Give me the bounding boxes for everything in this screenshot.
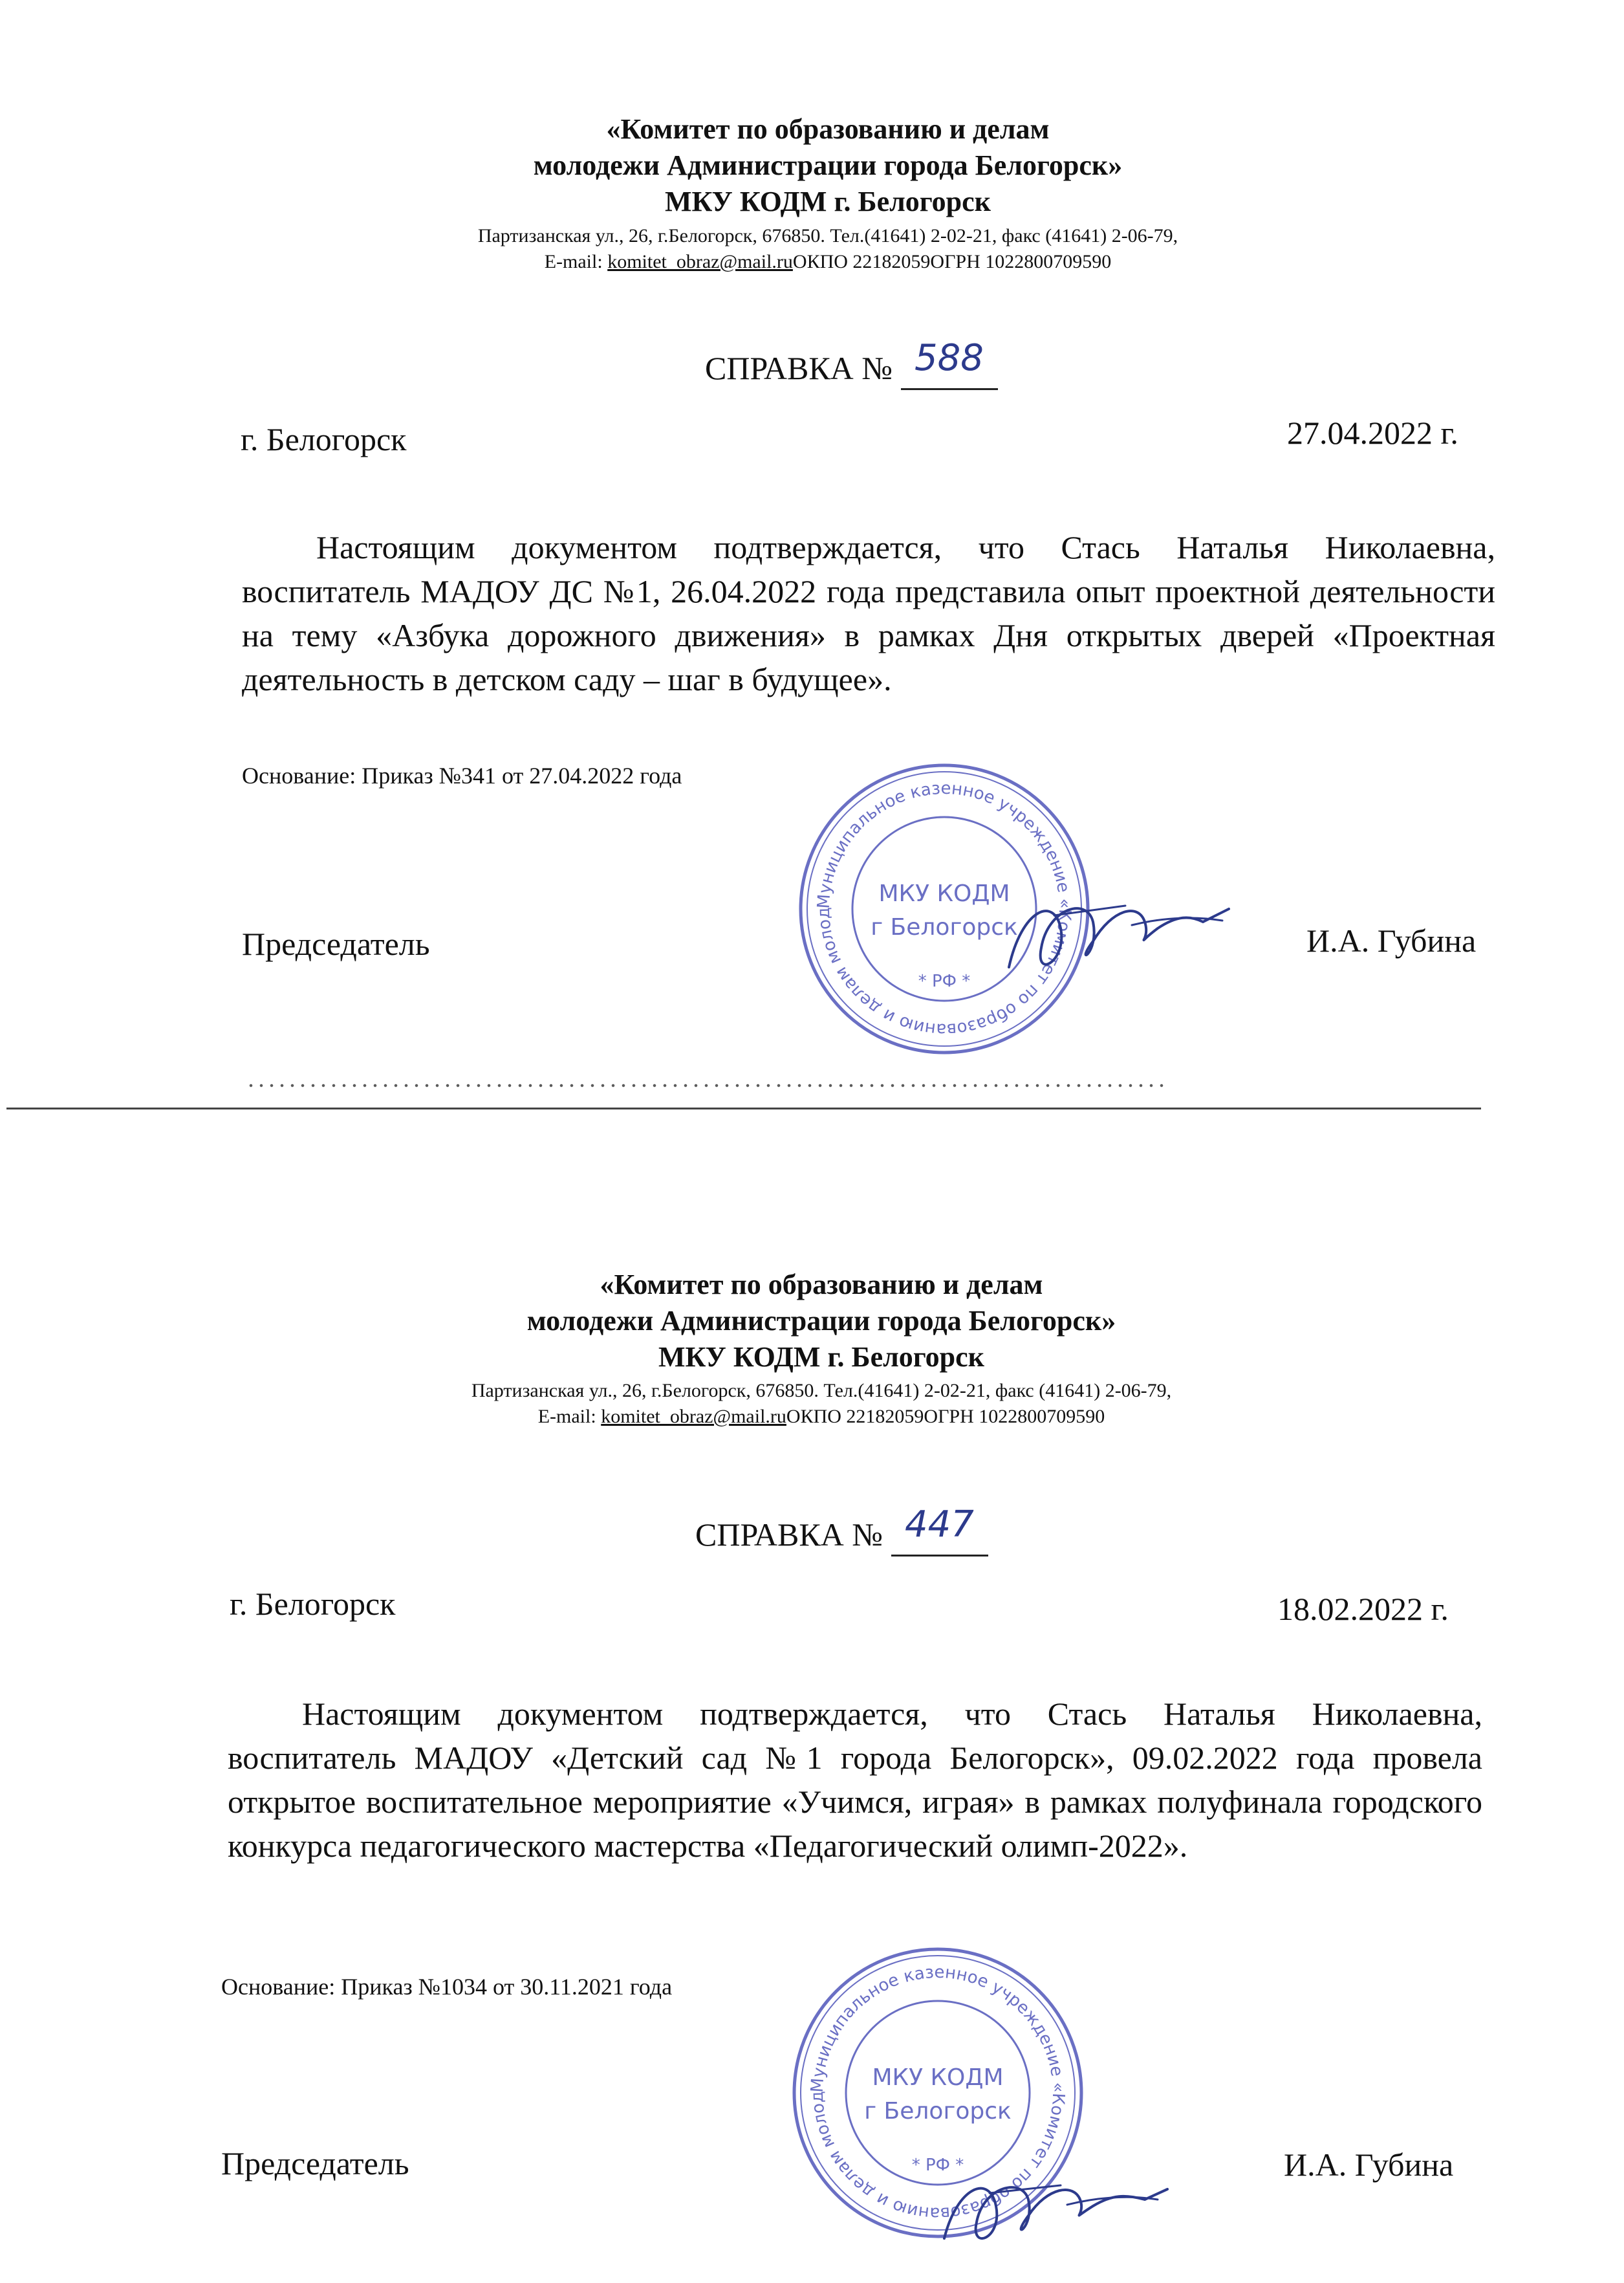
email-label: E-mail: xyxy=(544,251,608,272)
stamp-bottom-text: * РФ * xyxy=(918,972,971,991)
certificate-body xyxy=(228,1692,1482,1868)
certificate-2 xyxy=(0,1190,1624,2283)
stamp-ring-text: Муниципальное казенное учреждение «Комитет по образованию и делам молодежи Администрации xyxy=(781,1929,1068,2223)
document-date: 18.02.2022 г. xyxy=(1277,1591,1449,1627)
org-address: Партизанская ул., 26, г.Белогорск, 676850. Тел.(41641) 2-02-21, факс (41641) 2-06-79, xyxy=(471,1380,1172,1401)
basis-note: Основание: Приказ №1034 от 30.11.2021 года xyxy=(221,1974,673,2000)
org-line-3: МКУ КОДМ г. Белогорск xyxy=(658,1341,985,1373)
certificate-number: 447 xyxy=(905,1503,974,1546)
stamp-center-line-2: г Белогорск xyxy=(871,914,1018,941)
chair-title: Председатель xyxy=(221,2145,409,2181)
org-line-2: молодежи Администрации города Белогорск» xyxy=(526,1305,1116,1337)
email-link[interactable]: komitet_obraz@mail.ru xyxy=(601,1406,786,1427)
signature xyxy=(931,2148,1177,2277)
chair-title: Председатель xyxy=(242,926,430,962)
org-codes: ОКПО 22182059ОГРН 1022800709590 xyxy=(792,251,1112,272)
city: г. Белогорск xyxy=(241,421,407,457)
org-line-1: «Комитет по образованию и делам xyxy=(606,113,1050,145)
stamp-bottom-text: * РФ * xyxy=(911,2156,964,2175)
org-codes: ОКПО 22182059ОГРН 1022800709590 xyxy=(786,1406,1105,1427)
certificate-title xyxy=(705,337,998,390)
signature xyxy=(996,870,1242,999)
certificate-1 xyxy=(0,0,1624,1106)
signer-name: И.А. Губина xyxy=(1284,2146,1454,2183)
stamp-center-line-1: МКУ КОДМ xyxy=(878,880,1010,907)
stamp-center-line-1: МКУ КОДМ xyxy=(872,2064,1004,2091)
org-address-block xyxy=(194,223,1462,275)
email-link[interactable]: komitet_obraz@mail.ru xyxy=(607,251,793,272)
title-text: СПРАВКА № xyxy=(705,350,901,386)
certificate-number-field xyxy=(901,337,998,390)
certificate-number-field xyxy=(891,1503,988,1557)
org-header xyxy=(194,1267,1449,1375)
org-contacts xyxy=(194,1404,1449,1430)
city: г. Белогорск xyxy=(230,1586,396,1622)
org-address-block xyxy=(194,1378,1449,1430)
org-line-1: «Комитет по образованию и делам xyxy=(600,1269,1043,1300)
org-line-2: молодежи Администрации города Белогорск» xyxy=(533,149,1123,181)
body-text: Настоящим документом подтверждается, что Стась Наталья Николаевна, воспитатель МАДОУ «Детский сад №1 города Белогорск», 09.02.2022 года провела открытое воспитательное мероприятие «Учимся, играя» в рамках полуфинала городского конкурса педагогического мастерства «Педагогический олимп-2022». xyxy=(228,1696,1482,1864)
stamp-center-line-2: г Белогорск xyxy=(864,2098,1012,2125)
certificate-title xyxy=(695,1503,988,1557)
dotted-separator xyxy=(246,1084,1164,1087)
org-contacts xyxy=(194,249,1462,275)
org-header xyxy=(194,111,1462,220)
certificate-number: 588 xyxy=(915,337,984,379)
title-text: СПРАВКА № xyxy=(695,1516,891,1553)
cut-line xyxy=(6,1108,1481,1109)
basis-note: Основание: Приказ №341 от 27.04.2022 года xyxy=(242,763,682,789)
document-date: 27.04.2022 г. xyxy=(1287,415,1458,451)
org-line-3: МКУ КОДМ г. Белогорск xyxy=(664,186,991,217)
email-label: E-mail: xyxy=(537,1406,601,1427)
certificate-body xyxy=(242,525,1495,701)
stamp-ring-text: Муниципальное казенное учреждение «Комитет по образованию и делам молодежи Администрации xyxy=(788,745,1075,1040)
body-text: Настоящим документом подтверждается, что Стась Наталья Николаевна, воспитатель МАДОУ ДС №1, 26.04.2022 года представила опыт проектной деятельности на тему «Азбука дорожного движения» в рамках Дня открытых дверей «Проектная деятельность в детском саду – шаг в будущее». xyxy=(242,529,1495,697)
signer-name: И.А. Губина xyxy=(1306,923,1477,959)
org-address: Партизанская ул., 26, г.Белогорск, 676850. Тел.(41641) 2-02-21, факс (41641) 2-06-79, xyxy=(477,225,1178,246)
